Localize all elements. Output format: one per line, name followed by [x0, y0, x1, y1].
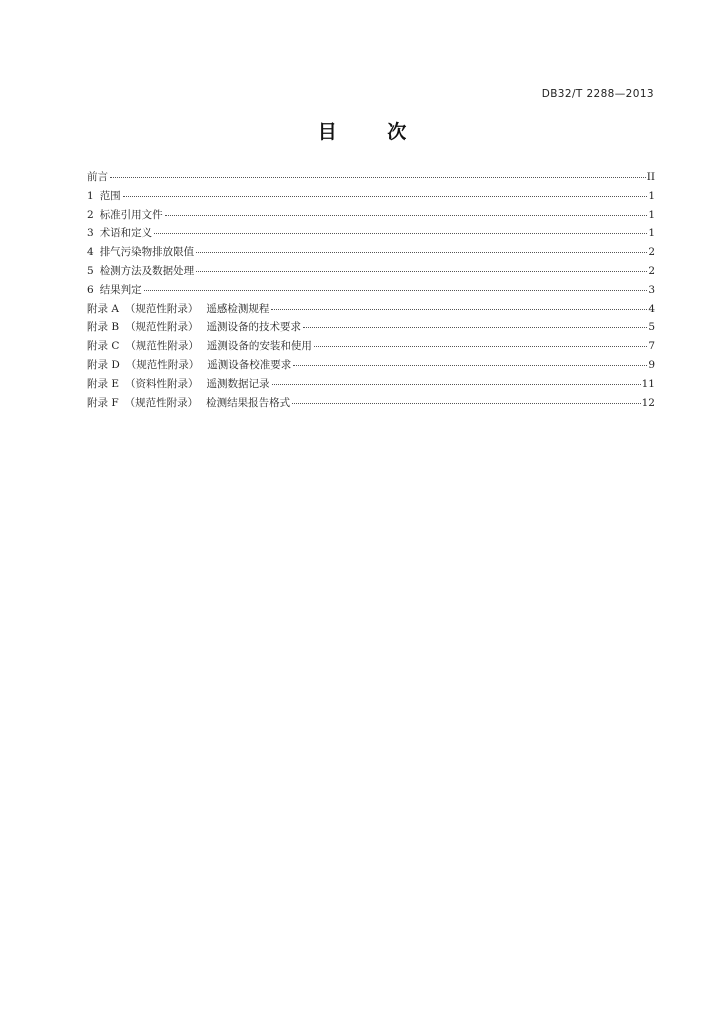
toc-annex-label: 附录 D: [87, 358, 120, 371]
toc-entry-label: 遥测设备的安装和使用: [206, 340, 312, 353]
toc-annex-label: 附录 A: [87, 302, 119, 315]
toc-annex-nature: （资料性附录）: [125, 377, 199, 390]
toc-entry-label: 遥测设备的技术要求: [206, 321, 302, 334]
toc-entry-foreword[interactable]: [87, 169, 655, 188]
toc-entry-annex-b[interactable]: [87, 319, 655, 338]
toc-entry-annex-d[interactable]: [87, 357, 655, 376]
toc-section-number: 5: [87, 264, 94, 277]
toc-page-number: 11: [641, 377, 655, 390]
toc-dot-leader: [293, 365, 647, 366]
toc-entry-emission-limits[interactable]: [87, 244, 655, 263]
toc-entry-result-determination[interactable]: [87, 282, 655, 301]
toc-entry-annex-c[interactable]: [87, 338, 655, 357]
toc-entry-label: 遥测设备校准要求: [207, 358, 292, 371]
toc-page-number: 4: [648, 302, 655, 315]
toc-page-number: 5: [648, 321, 655, 334]
document-code: DB32/T 2288—2013: [541, 88, 654, 100]
toc-section-number: 2: [87, 208, 94, 221]
toc-page-number: 1: [648, 208, 655, 221]
toc-page-number: 1: [648, 227, 655, 240]
toc-entry-label: 遥感检测规程: [206, 302, 270, 315]
toc-dot-leader: [154, 233, 647, 234]
toc-dot-leader: [196, 271, 647, 272]
toc-page-number: 2: [648, 264, 655, 277]
toc-annex-label: 附录 B: [87, 321, 120, 334]
toc-annex-nature: （规范性附录）: [124, 396, 199, 409]
toc-section-number: 1: [87, 189, 94, 202]
toc-page-number: 1: [648, 189, 655, 202]
toc-annex-label: 附录 F: [87, 396, 119, 409]
toc-entry-label: 范围: [99, 189, 121, 202]
toc-annex-label: 附录 C: [87, 340, 120, 353]
page-title: 目 次: [317, 121, 429, 143]
toc-dot-leader: [165, 215, 648, 216]
toc-dot-leader: [272, 384, 641, 385]
toc-entry-annex-f[interactable]: [87, 395, 655, 414]
toc-annex-nature: （规范性附录）: [125, 358, 200, 371]
toc-dot-leader: [314, 346, 647, 347]
toc-section-number: 3: [87, 227, 94, 240]
toc-entry-test-methods[interactable]: [87, 263, 655, 282]
toc-entry-label: 遥测数据记录: [206, 377, 270, 390]
toc-entry-label: 标准引用文件: [99, 208, 163, 221]
toc-page-number: 7: [648, 340, 655, 353]
toc-page-number: 9: [648, 358, 655, 371]
toc-annex-nature: （规范性附录）: [125, 340, 199, 353]
toc-entry-terms-definitions[interactable]: [87, 225, 655, 244]
toc-entry-label: 术语和定义: [99, 227, 153, 240]
toc-entry-label: 前言: [87, 171, 108, 183]
toc-entry-annex-e[interactable]: [87, 376, 655, 395]
toc-entry-label: 结果判定: [99, 283, 142, 296]
toc-page-number: II: [646, 171, 655, 183]
toc-dot-leader: [110, 177, 646, 178]
toc-dot-leader: [303, 327, 647, 328]
toc-section-number: 4: [87, 246, 94, 259]
toc-annex-label: 附录 E: [87, 377, 120, 390]
toc-dot-leader: [123, 196, 648, 197]
toc-dot-leader: [144, 290, 648, 291]
toc-page-number: 3: [648, 283, 655, 296]
toc-page-number: 2: [648, 246, 655, 259]
toc-annex-nature: （规范性附录）: [124, 302, 199, 315]
toc-dot-leader: [271, 309, 647, 310]
toc-dot-leader: [196, 252, 647, 253]
toc-entry-label: 检测结果报告格式: [206, 396, 291, 409]
toc-entry-annex-a[interactable]: [87, 301, 655, 320]
toc-page-number: 12: [641, 396, 655, 409]
toc-annex-nature: （规范性附录）: [125, 321, 199, 334]
toc-entry-label: 检测方法及数据处理: [99, 264, 195, 277]
toc-entry-normative-references[interactable]: [87, 207, 655, 226]
toc-entry-label: 排气污染物排放限值: [99, 246, 195, 259]
table-of-contents: [87, 169, 655, 413]
toc-section-number: 6: [87, 283, 94, 296]
toc-dot-leader: [292, 403, 641, 404]
toc-entry-scope[interactable]: [87, 188, 655, 207]
